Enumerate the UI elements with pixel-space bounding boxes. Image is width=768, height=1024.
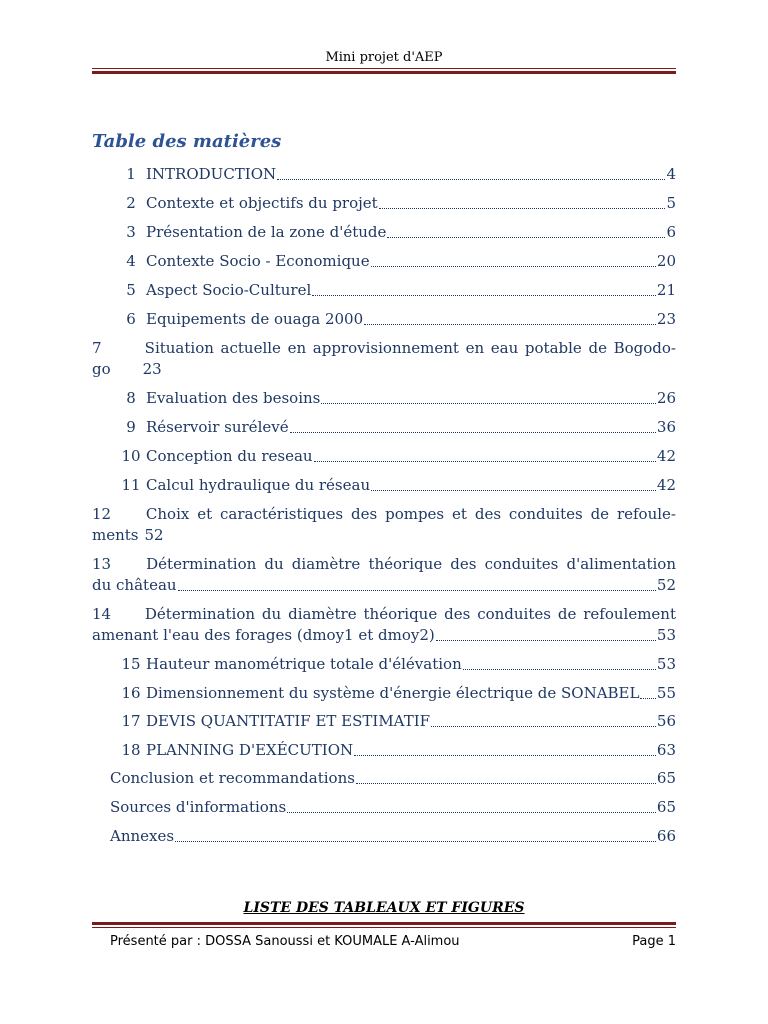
toc-entry-page: 65 (656, 798, 676, 816)
toc-entry-page: 6 (666, 223, 676, 241)
toc-entry[interactable] (92, 388, 676, 417)
toc-entry-number: 8 (126, 389, 136, 407)
toc-entry-page: 53 (656, 626, 676, 644)
toc-entry-number: 13 (92, 555, 112, 573)
leader-dots (364, 309, 656, 325)
leader-dots (312, 280, 656, 296)
toc-entry-label: Présentation de la zone d'étude (146, 223, 387, 241)
leader-dots (277, 164, 665, 180)
toc-entry-label: Contexte Socio - Economique (146, 252, 370, 270)
toc-entry[interactable] (92, 797, 676, 826)
toc-entry-number: 18 (121, 740, 141, 759)
toc-entry-label: Choix et caractéristiques des pompes et des conduites de refoule- (145, 505, 676, 523)
toc-entry-number: 12 (92, 505, 112, 523)
leader-dots (354, 740, 656, 756)
leader-dots (387, 222, 665, 238)
toc-entry-number: 3 (126, 223, 136, 241)
leader-dots (290, 417, 656, 433)
leader-dots (175, 826, 656, 842)
toc-entry-page: 52 (656, 576, 676, 594)
toc-entry-label: Calcul hydraulique du réseau (146, 476, 371, 494)
header-title: Mini projet d'AEP (325, 50, 443, 65)
toc-entry[interactable] (92, 711, 676, 740)
toc-entry-page: 52 (144, 526, 164, 544)
toc-entry-label: DEVIS QUANTITATIF ET ESTIMATIF (146, 712, 431, 730)
leader-dots (436, 625, 656, 641)
toc-entry[interactable] (92, 338, 676, 380)
toc-entry-page: 42 (656, 447, 676, 465)
toc-entry[interactable] (92, 654, 676, 683)
toc-entry-number: 10 (121, 447, 141, 465)
toc-title: Table des matières (92, 131, 282, 152)
leader-dots (463, 654, 656, 670)
toc-entry-page: 65 (656, 769, 676, 787)
footer-rule (92, 922, 676, 928)
toc-entry[interactable] (92, 475, 676, 504)
toc-entry[interactable] (92, 309, 676, 338)
toc-entry-page: 42 (656, 476, 676, 494)
toc-entry[interactable] (92, 193, 676, 222)
toc-entry-number: 11 (121, 476, 141, 494)
leader-dots (371, 475, 656, 491)
toc-entry-number: 17 (121, 712, 141, 730)
toc-entry-label: Equipements de ouaga 2000 (146, 310, 364, 328)
toc-entry[interactable] (92, 222, 676, 251)
toc-entry-page: 20 (656, 252, 676, 270)
toc-entry-label-continued: du château (92, 576, 177, 594)
leader-dots (356, 768, 656, 784)
toc-entry[interactable] (92, 446, 676, 475)
toc-entry-label-continued: ments (92, 526, 139, 544)
toc-entry-label: Aspect Socio-Culturel (146, 281, 312, 299)
toc-entry-label: Annexes (110, 827, 175, 845)
toc-entry[interactable] (92, 740, 676, 769)
toc-entry-label: Conception du reseau (146, 447, 313, 465)
toc-entry-page: 36 (656, 418, 676, 436)
toc-entry-label-continued: go (92, 360, 111, 378)
toc-entry-page: 23 (656, 310, 676, 328)
toc-entry[interactable] (92, 251, 676, 280)
page-number: Page 1 (632, 934, 676, 949)
toc-entry-number: 1 (126, 165, 136, 183)
toc-entry-number: 15 (121, 655, 141, 673)
toc-entry[interactable] (92, 504, 676, 546)
leader-dots (287, 797, 656, 813)
toc-entry-number: 6 (126, 310, 136, 328)
footer-authors: Présenté par : DOSSA Sanoussi et KOUMALE A-Alimou (110, 934, 460, 949)
leader-dots (314, 446, 656, 462)
toc-entry-number: 9 (126, 418, 136, 436)
toc-entry-page: 4 (666, 165, 676, 183)
toc-entry[interactable] (92, 768, 676, 797)
toc-entry-page: 56 (656, 712, 676, 730)
toc-entry-label: Conclusion et recommandations (110, 769, 355, 787)
toc-entry[interactable] (92, 683, 676, 712)
toc-entry[interactable] (92, 417, 676, 446)
toc-entry-page: 63 (656, 740, 676, 759)
toc-entry-page: 66 (656, 827, 676, 845)
leader-dots (371, 251, 656, 267)
toc-entry-number: 16 (121, 683, 141, 702)
toc-entry-page: 21 (656, 281, 676, 299)
toc-entry[interactable] (92, 554, 676, 596)
toc-entry-number: 7 (92, 339, 102, 357)
toc-entry-label: Détermination du diamètre théorique des conduites d'alimentation (146, 555, 676, 573)
toc-entry-label: Evaluation des besoins (146, 389, 321, 407)
table-of-contents (92, 164, 676, 855)
toc-entry[interactable] (92, 164, 676, 193)
toc-entry-page: 23 (142, 360, 162, 378)
toc-entry-number: 5 (126, 281, 136, 299)
toc-entry-label: Détermination du diamètre théorique des conduites de refoulement (144, 605, 676, 623)
leader-dots (321, 388, 656, 404)
leader-dots (640, 683, 655, 699)
toc-entry-page: 55 (656, 683, 676, 702)
toc-entry-number: 2 (126, 194, 136, 212)
toc-entry-label: Sources d'informations (110, 798, 287, 816)
toc-entry-label: Réservoir surélevé (146, 418, 289, 436)
header-rule (92, 68, 676, 74)
toc-entry-label: Dimensionnement du système d'énergie électrique de SONABEL (146, 683, 640, 702)
leader-dots (431, 711, 656, 727)
leader-dots (379, 193, 666, 209)
toc-entry[interactable] (92, 826, 676, 855)
page-footer (110, 934, 676, 949)
toc-entry[interactable] (92, 280, 676, 309)
toc-entry-label: PLANNING D'EXÉCUTION (146, 740, 354, 759)
toc-entry[interactable] (92, 604, 676, 646)
toc-entry-page: 53 (656, 655, 676, 673)
leader-dots (178, 575, 656, 591)
toc-entry-number: 14 (92, 605, 112, 623)
toc-entry-label-continued: amenant l'eau des forages (dmoy1 et dmoy2) (92, 626, 435, 644)
toc-entry-label: Hauteur manométrique totale d'élévation (146, 655, 462, 673)
toc-entry-label: Contexte et objectifs du projet (146, 194, 378, 212)
toc-entry-page: 5 (666, 194, 676, 212)
toc-entry-page: 26 (656, 389, 676, 407)
list-heading: LISTE DES TABLEAUX ET FIGURES (243, 900, 525, 916)
toc-entry-number: 4 (126, 252, 136, 270)
toc-entry-label: Situation actuelle en approvisionnement en eau potable de Bogodo- (144, 339, 676, 357)
toc-entry-label: INTRODUCTION (146, 165, 277, 183)
